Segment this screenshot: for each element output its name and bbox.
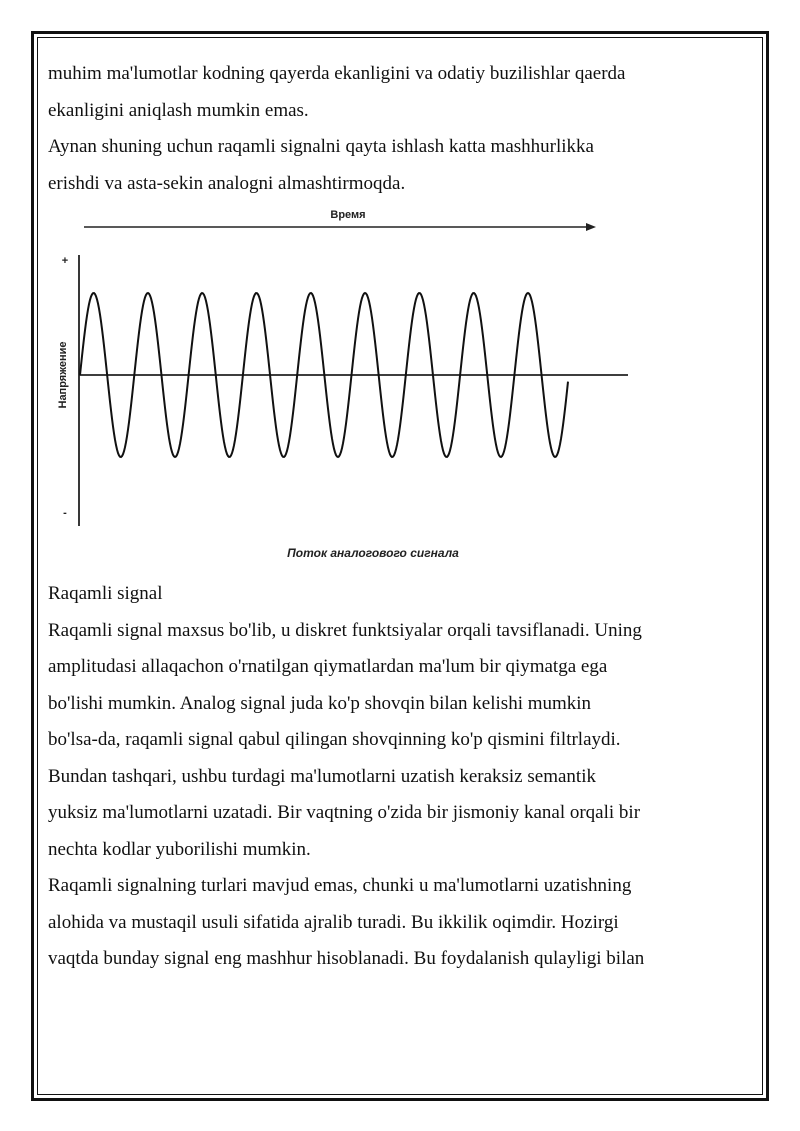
- text-line: Raqamli signal maxsus bo'lib, u diskret funktsiyalar orqali tavsiflanadi. Uning: [48, 619, 642, 641]
- text-line: bo'lsa-da, raqamli signal qabul qilingan shovqinning ko'p qismini filtrlaydi.: [48, 729, 621, 750]
- paragraph: [48, 868, 738, 978]
- text-line: erishdi va asta-sekin analogni almashtirmoqda.: [48, 172, 406, 194]
- text-line: bo'lishi mumkin. Analog signal juda ko'p shovqin bilan kelishi mumkin: [48, 692, 592, 714]
- top-paragraphs: [48, 56, 738, 202]
- text-line: Raqamli signal: [48, 583, 163, 604]
- minus-sign: -: [63, 507, 67, 519]
- text-line: yuksiz ma'lumotlarni uzatadi. Bir vaqtning o'zida bir jismoniy kanal orqali bir: [48, 802, 641, 823]
- time-label: Время: [330, 209, 366, 221]
- paragraph: [48, 129, 738, 202]
- text-line: amplitudasi allaqachon o'rnatilgan qiymatlardan ma'lum bir qiymatga ega: [48, 656, 608, 677]
- page-content: [48, 56, 738, 978]
- text-line: ekanligini aniqlash mumkin emas.: [48, 99, 309, 121]
- bottom-paragraphs: [48, 576, 738, 978]
- text-line: alohida va mustaqil usuli sifatida ajralib turadi. Bu ikkilik oqimdir. Hozirgi: [48, 911, 619, 933]
- paragraph: [48, 56, 738, 129]
- text-line: nechta kodlar yuborilishi mumkin.: [48, 838, 311, 860]
- plus-sign: +: [61, 255, 69, 267]
- analog-signal-diagram: [48, 208, 738, 576]
- text-line: Aynan shuning uchun raqamli signalni qayta ishlash katta mashhurlikka: [48, 136, 594, 157]
- time-arrow-head: [586, 223, 596, 231]
- figure-caption: Поток аналогового сигнала: [287, 546, 459, 560]
- text-line: vaqtda bunday signal eng mashhur hisoblanadi. Bu foydalanish qulayligi bilan: [48, 948, 645, 969]
- voltage-label: Напряжение: [57, 341, 69, 409]
- section-heading: [48, 576, 738, 613]
- paragraph: [48, 613, 738, 869]
- analog-signal-figure: [48, 208, 738, 576]
- text-line: Bundan tashqari, ushbu turdagi ma'lumotlarni uzatish keraksiz semantik: [48, 765, 596, 787]
- text-line: muhim ma'lumotlar kodning qayerda ekanligini va odatiy buzilishlar qaerda: [48, 63, 626, 84]
- text-line: Raqamli signalning turlari mavjud emas, chunki u ma'lumotlarni uzatishning: [48, 875, 632, 896]
